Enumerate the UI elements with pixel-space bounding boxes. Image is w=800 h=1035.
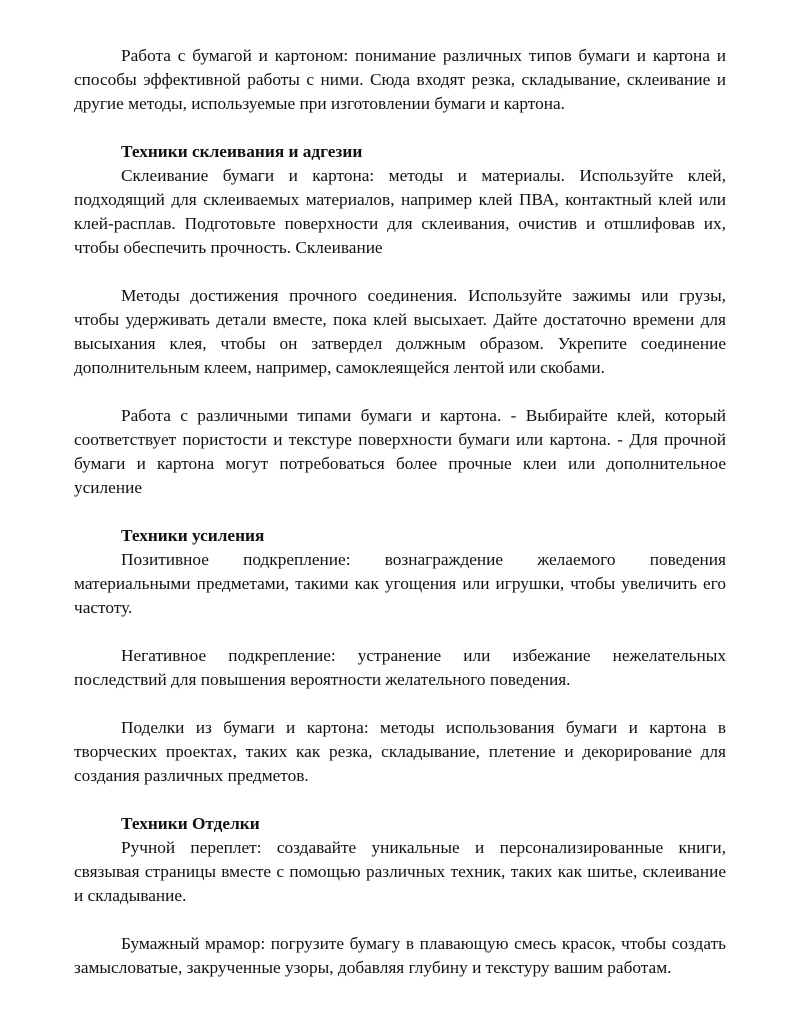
paragraph-paper-types: Работа с различными типами бумаги и картона. - Выбирайте клей, который соответствует пористости и текстуре поверхности бумаги или картона. - Для прочной бумаги и картона могут потребоваться более прочные клеи или дополнительное усиление	[74, 406, 726, 497]
paragraph-positive-reinforcement: Позитивное подкрепление: вознаграждение желаемого поведения материальными предметами, такими как угощения или игрушки, чтобы увеличить его частоту.	[74, 550, 726, 617]
heading-finishing-techniques: Техники Отделки	[121, 814, 260, 833]
heading-gluing-techniques: Техники склеивания и адгезии	[121, 142, 363, 161]
paragraph-gluing-methods: Склеивание бумаги и картона: методы и материалы. Используйте клей, подходящий для склеиваемых материалов, например клей ПВА, контактный клей или клей-расплав. Подготовьте поверхности для склеивания, очистив и отшлифовав их, чтобы обеспечить прочность. Склеивание	[74, 166, 726, 257]
paragraph-negative-reinforcement: Негативное подкрепление: устранение или избежание нежелательных последствий для повышения вероятности желательного поведения.	[74, 646, 726, 689]
paragraph-paper-marbling: Бумажный мрамор: погрузите бумагу в плавающую смесь красок, чтобы создать замысловатые, закрученные узоры, добавляя глубину и текстуру вашим работам.	[74, 934, 726, 977]
heading-reinforcement-techniques: Техники усиления	[121, 526, 265, 545]
paragraph-strong-joint: Методы достижения прочного соединения. Используйте зажимы или грузы, чтобы удерживать детали вместе, пока клей высыхает. Дайте достаточно времени для высыхания клея, чтобы он затвердел должным образом. Укрепите соединение дополнительным клеем, например, самоклеящейся лентой или скобами.	[74, 286, 726, 377]
paragraph-paper-work: Работа с бумагой и картоном: понимание различных типов бумаги и картона и способы эффективной работы с ними. Сюда входят резка, складывание, склеивание и другие методы, используемые при изготовлении бумаги и картона.	[74, 46, 726, 113]
paragraph-paper-crafts: Поделки из бумаги и картона: методы использования бумаги и картона в творческих проектах, таких как резка, складывание, плетение и декорирование для создания различных предметов.	[74, 718, 726, 785]
paragraph-bookbinding: Ручной переплет: создавайте уникальные и персонализированные книги, связывая страницы вместе с помощью различных техник, таких как шитье, склеивание и складывание.	[74, 838, 726, 905]
